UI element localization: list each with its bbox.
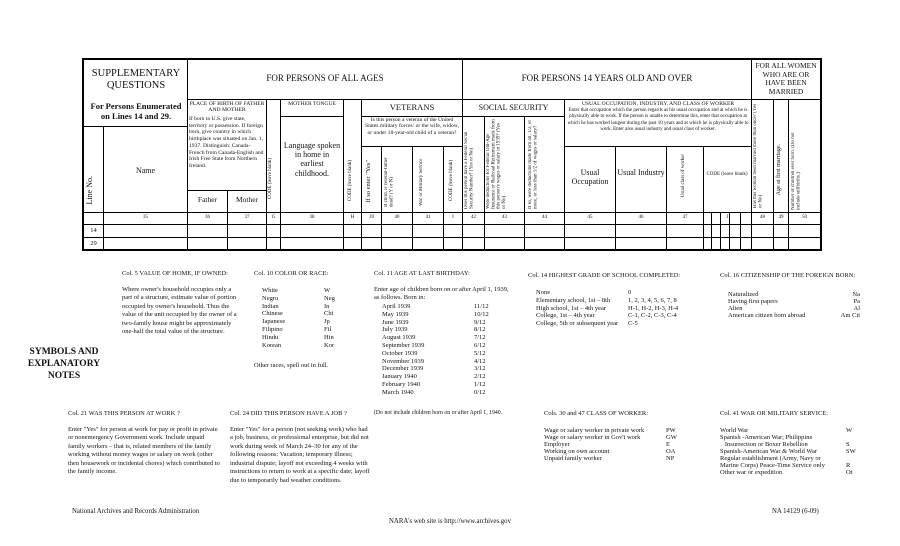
age-value: 10/12 xyxy=(474,310,489,318)
col-num: I xyxy=(452,215,454,220)
table-row xyxy=(544,427,688,434)
table-row xyxy=(536,320,684,328)
table-row xyxy=(262,310,341,318)
table-row xyxy=(728,298,860,305)
table-row xyxy=(536,297,684,305)
row-number: 14 xyxy=(90,227,97,234)
col21-title: Col. 21 WAS THIS PERSON AT WORK ? xyxy=(68,410,180,417)
war-code xyxy=(846,434,858,441)
col-num: 40 xyxy=(394,215,400,220)
grade-label: Elementary school, 1st – 8th xyxy=(536,296,611,304)
col14-title: Col. 14 HIGHEST GRADE OF SCHOOL COMPLETED: xyxy=(528,272,681,279)
citizenship-code: Al xyxy=(853,305,860,312)
table-row xyxy=(262,295,341,303)
age-value: 2/12 xyxy=(474,373,486,381)
month-label: October 1939 xyxy=(382,349,418,357)
line-no-label: Line No. xyxy=(85,176,94,205)
table-row xyxy=(720,434,858,441)
grade-code: 0 xyxy=(628,289,632,296)
col16-table xyxy=(728,291,860,319)
col5-title: Col. 5 VALUE OF HOME, IF OWNED: xyxy=(122,270,228,277)
women-heading: FOR ALL WOMEN WHO ARE OR HAVE BEEN MARRIED xyxy=(755,61,817,96)
war-label: World War xyxy=(720,427,749,434)
worker-code: GW xyxy=(666,434,677,441)
worker-code: NP xyxy=(666,455,675,462)
war-code: Ot xyxy=(846,469,853,476)
col21-body: Enter "Yes" for person at work for pay or profit in private or nonemergency Government work. Include unpaid family workers – that is, related members of the family working without money wages or salary on work (other then housework or incidental chores) which contributed to the family income. xyxy=(68,426,220,476)
footer-website: NARA's web site is http://www.archives.gov xyxy=(389,518,511,525)
col10-title: Col. 10 COLOR OR RACE: xyxy=(254,270,329,277)
table-row xyxy=(382,365,495,373)
war-code: SW xyxy=(846,448,856,455)
table-row xyxy=(382,389,495,397)
table-row xyxy=(720,469,858,476)
table-row xyxy=(728,291,860,298)
war-label: Insurrection or Boxer Rebellion xyxy=(720,441,808,448)
code-label: Filipino xyxy=(262,325,283,333)
code-label: Indian xyxy=(262,302,279,310)
grade-label: College, 5th or subsequent year xyxy=(536,320,619,328)
col30-title: Cols. 30 and 47 CLASS OF WORKER: xyxy=(544,410,649,417)
age-value: 7/12 xyxy=(474,334,486,342)
col16-title: Col. 16 CITIZENSHIP OF THE FOREIGN BORN: xyxy=(720,272,856,279)
code-occupation-label: CODE (leave blank) xyxy=(706,172,748,177)
table-row xyxy=(728,305,860,312)
war-service-label: War or Military Service xyxy=(419,158,424,206)
col11-table xyxy=(382,303,495,397)
month-label: April 1939 xyxy=(382,303,411,310)
worker-code: PW xyxy=(666,427,676,434)
col-num: J xyxy=(726,215,729,220)
citizenship-label: Naturalized xyxy=(728,291,759,298)
grade-label: None xyxy=(536,289,551,296)
citizenship-label: Having first papers xyxy=(728,298,778,305)
code-tongue-label: CODE (leave blank) xyxy=(348,160,353,202)
col30-table xyxy=(544,427,688,462)
age-first-marriage-label: Age at first marriage. xyxy=(776,144,782,196)
birthplace-note: If born in U.S. give state, territory or possession. If foreign born, give country in which birthplace was situated on Jan. 1, 1937. Distinguish: Canada-French from Canada-English and Irish Free State from Northern Ireland. xyxy=(189,116,264,169)
code-label: Korean xyxy=(262,341,282,349)
table-row xyxy=(262,287,341,295)
table-row xyxy=(382,381,495,389)
table-row xyxy=(382,311,495,319)
col24-body: Enter "Yes" for a person (not seeking work) who had a job, business, or professional enterprise, but did not work during week of March 24–30 for any of the following reasons: Vacation; temporary illness; industrial dispute; layoff not exceeding 4 weeks with instructions to return to work at a specific date; layoff due to temporarily bad weather conditions. xyxy=(230,426,370,484)
table-row xyxy=(544,455,688,462)
citizenship-label: Alien xyxy=(728,305,743,312)
table-row xyxy=(720,448,858,455)
table-row xyxy=(544,448,688,455)
grade-code: C-5 xyxy=(628,320,638,328)
col-num: 45 xyxy=(587,215,593,220)
table-row xyxy=(262,334,341,342)
col11-intro: Enter age of children born on or after April 1, 1939, as follows. Born in: xyxy=(374,286,509,302)
table-row xyxy=(382,373,495,381)
table-row xyxy=(720,427,858,434)
grade-code: H-1, H-2, H-3, H-4 xyxy=(628,304,679,312)
age-value: 5/12 xyxy=(474,349,486,357)
social-security-heading: SOCIAL SECURITY xyxy=(478,103,549,112)
col-num: 38 xyxy=(309,215,315,220)
usual-occupation-label: Usual Occupation xyxy=(571,168,609,187)
code-label: Hindu xyxy=(262,333,279,341)
code-value: Kor xyxy=(324,341,335,349)
code-label: White xyxy=(262,287,278,294)
age-value: 11/12 xyxy=(474,303,489,310)
month-label: June 1939 xyxy=(382,318,409,326)
mother-tongue-body: Language spoken in home in earliest childhood. xyxy=(283,141,341,178)
table-row xyxy=(382,326,495,334)
age-value: 6/12 xyxy=(474,341,486,349)
table-row xyxy=(382,319,495,327)
col-num: 47 xyxy=(682,215,688,220)
citizenship-code: Am Cit xyxy=(840,312,860,319)
table-row xyxy=(720,441,858,448)
war-code: R xyxy=(846,462,851,469)
citizenship-code: Pa xyxy=(853,298,860,305)
age-value: 0/12 xyxy=(474,388,486,396)
father-label: Father xyxy=(197,195,218,204)
veteran-father-label: If child, is veteran-father dead? (Y or N) xyxy=(384,157,395,207)
occupation-heading: USUAL OCCUPATION, INDUSTRY, AND CLASS OF WORKER xyxy=(581,101,735,107)
form-title: SUPPLEMENTARY QUESTIONS xyxy=(91,68,181,92)
usual-class-label: Usual class of worker xyxy=(681,154,686,198)
veterans-note: Is this person a veteran of the United States military forces: or the wife, widow, or under 18-year-old child of a veteran? xyxy=(365,117,459,136)
month-label: August 1939 xyxy=(382,334,416,342)
col-num: 49 xyxy=(778,215,784,220)
col11-title: Col. 11 AGE AT LAST BIRTHDAY: xyxy=(374,270,470,277)
ss-portion-label: If so, were deductions made from all, 1/2, or more, or less than 1/2 of wages or salary? xyxy=(528,119,539,209)
month-label: November 1939 xyxy=(382,357,425,365)
age-value: 9/12 xyxy=(474,318,486,326)
table-row xyxy=(536,289,684,297)
table-row xyxy=(728,312,860,319)
code-value: Jp xyxy=(324,318,330,326)
war-code: W xyxy=(846,427,853,434)
grade-label: College, 1st – 4th year xyxy=(536,312,595,320)
table-row xyxy=(536,312,684,320)
married-more-label: Has this woman been married more than once? (Yes or No) xyxy=(753,103,764,208)
month-label: January 1940 xyxy=(382,373,417,381)
war-label: Marine Corps) Peace-Time Service only xyxy=(720,462,825,469)
month-label: March 1940 xyxy=(382,388,414,396)
age-value: 3/12 xyxy=(474,365,486,373)
code-value: Fil xyxy=(324,325,332,333)
month-label: December 1939 xyxy=(382,365,424,373)
age-value: 4/12 xyxy=(474,357,486,365)
war-label: Spanish -American War; Philippine xyxy=(720,434,813,441)
veteran-yes-label: If so enter "Yes" xyxy=(365,160,372,203)
col11-foot: (Do not include children born on or after April 1, 1940. xyxy=(374,410,503,416)
col10-table xyxy=(262,287,341,349)
veterans-heading: VETERANS xyxy=(389,102,435,112)
age-value: 8/12 xyxy=(474,326,486,334)
col-num: 39 xyxy=(369,215,374,220)
grade-label: High school, 1st – 4th year xyxy=(536,304,607,312)
col10-foot: Other races, spell out in full. xyxy=(254,362,329,369)
footer-form-number: NA 14129 (6-09) xyxy=(772,508,819,515)
col-num: 50 xyxy=(802,215,807,220)
col-num: G xyxy=(271,215,276,220)
code-birthplace-label: CODE (leave blank) xyxy=(268,158,273,200)
month-label: September 1939 xyxy=(382,341,425,349)
row-number: 29 xyxy=(90,240,97,247)
col5-body: Where owner's household occupies only a part of a structure, estimate value of portion occupied by owner's household. Thus the value of the unit occupied by the owner of a two-family house might be approximately one-half the total value of the structure. xyxy=(122,286,237,336)
occupation-note: Enter that occupation which the person regards as his usual occupation and at which he is physically able to work. If the person is unable to determine this, enter that occupation at which he has worked longest during the past 10 years and at which he is physically able to work. Enter also usual industry and usual class of worker. xyxy=(567,108,749,132)
grade-code: C-1, C-2, C-3, C-4 xyxy=(628,312,677,320)
table-row xyxy=(720,462,858,469)
worker-label: Unpaid family worker xyxy=(544,455,602,462)
table-row xyxy=(544,434,688,441)
fourteen-over-heading: FOR PERSONS 14 YEARS OLD AND OVER xyxy=(521,73,693,83)
col-num: 36 xyxy=(205,215,210,220)
col14-table xyxy=(536,289,684,328)
code-label: Negro xyxy=(262,294,279,302)
usual-industry-label: Usual Industry xyxy=(617,168,665,177)
table-row xyxy=(262,326,341,334)
name-label: Name xyxy=(135,166,156,175)
month-label: July 1939 xyxy=(382,326,408,334)
table-row xyxy=(382,334,495,342)
notes-side-title: SYMBOLS AND EXPLANATORY NOTES xyxy=(27,347,101,381)
code-label: Chinese xyxy=(262,310,283,318)
col-num: 46 xyxy=(638,215,644,220)
worker-label: Wage or salary worker in Gov't work xyxy=(544,434,641,441)
worker-code: OA xyxy=(666,448,676,455)
col-num: 43 xyxy=(502,215,507,220)
war-label: Spanish-American War & World War xyxy=(720,448,817,455)
table-row xyxy=(262,303,341,311)
code-value: Hin xyxy=(324,333,334,341)
col-num: 48 xyxy=(760,215,765,220)
col-num: 37 xyxy=(244,215,250,220)
col-num: 44 xyxy=(542,215,547,220)
code-veteran-label: CODE (leave blank) xyxy=(449,160,454,202)
war-code: S xyxy=(846,441,850,448)
war-label: Other war or expedition xyxy=(720,469,783,476)
age-value: 1/12 xyxy=(474,380,486,388)
footer-agency: National Archives and Records Administration xyxy=(72,508,200,515)
table-row xyxy=(262,318,341,326)
table-row xyxy=(262,342,341,350)
code-value: Neg xyxy=(324,294,335,302)
table-row xyxy=(544,441,688,448)
grade-code: 1, 2, 3, 4, 5, 6, 7, 8 xyxy=(628,296,677,304)
worker-code: E xyxy=(666,441,670,448)
children-born-label: Number of children ever born. (Do not include stillbirths.) xyxy=(791,132,802,210)
war-code xyxy=(846,455,858,462)
ss-number-label: Does this person have a Federal Social Security Number? (Yes or No) xyxy=(464,131,475,209)
code-value: Chi xyxy=(324,310,334,318)
code-value: In xyxy=(324,302,330,310)
worker-label: Employer xyxy=(544,441,570,448)
all-ages-heading: FOR PERSONS OF ALL AGES xyxy=(266,73,384,83)
code-label: Japanese xyxy=(262,318,286,326)
birthplace-heading: PLACE OF BIRTH OF FATHER AND MOTHER xyxy=(189,101,265,114)
enumerated-note: For Persons Enumerated on Lines 14 and 29. xyxy=(90,101,182,121)
citizenship-label: American citizen born abroad xyxy=(728,312,806,319)
war-label: Regular establishment (Army, Navy or xyxy=(720,455,821,462)
mother-tongue-heading: MOTHER TONGUE xyxy=(288,101,336,107)
code-value: W xyxy=(324,287,331,294)
table-row xyxy=(536,305,684,313)
col-num: 35 xyxy=(143,215,148,220)
col-num: 42 xyxy=(471,215,476,220)
col41-title: Col. 41 WAR OR MILITARY SERVICE: xyxy=(720,410,829,417)
col-num: 41 xyxy=(425,215,431,220)
table-row xyxy=(382,358,495,366)
worker-label: Wage or salary worker in private work xyxy=(544,427,645,434)
mother-label: Mother xyxy=(235,195,259,204)
month-label: February 1940 xyxy=(382,380,421,388)
col-num: H xyxy=(350,215,355,220)
month-label: May 1939 xyxy=(382,310,409,318)
worker-label: Working on own account xyxy=(544,448,610,455)
table-row xyxy=(720,455,858,462)
table-row xyxy=(382,303,495,311)
col24-title: Col. 24 DID THIS PERSON HAVE A JOB ? xyxy=(230,410,347,417)
citizenship-code: Na xyxy=(852,291,860,298)
ss-deductions-label: Were deductions for Federal Old-Age Insurance or Railroad Retirement made from this person's wages or salary in 1939? (Yes or No) xyxy=(486,119,507,209)
table-row xyxy=(382,342,495,350)
table-row xyxy=(382,350,495,358)
col41-table xyxy=(720,427,858,476)
